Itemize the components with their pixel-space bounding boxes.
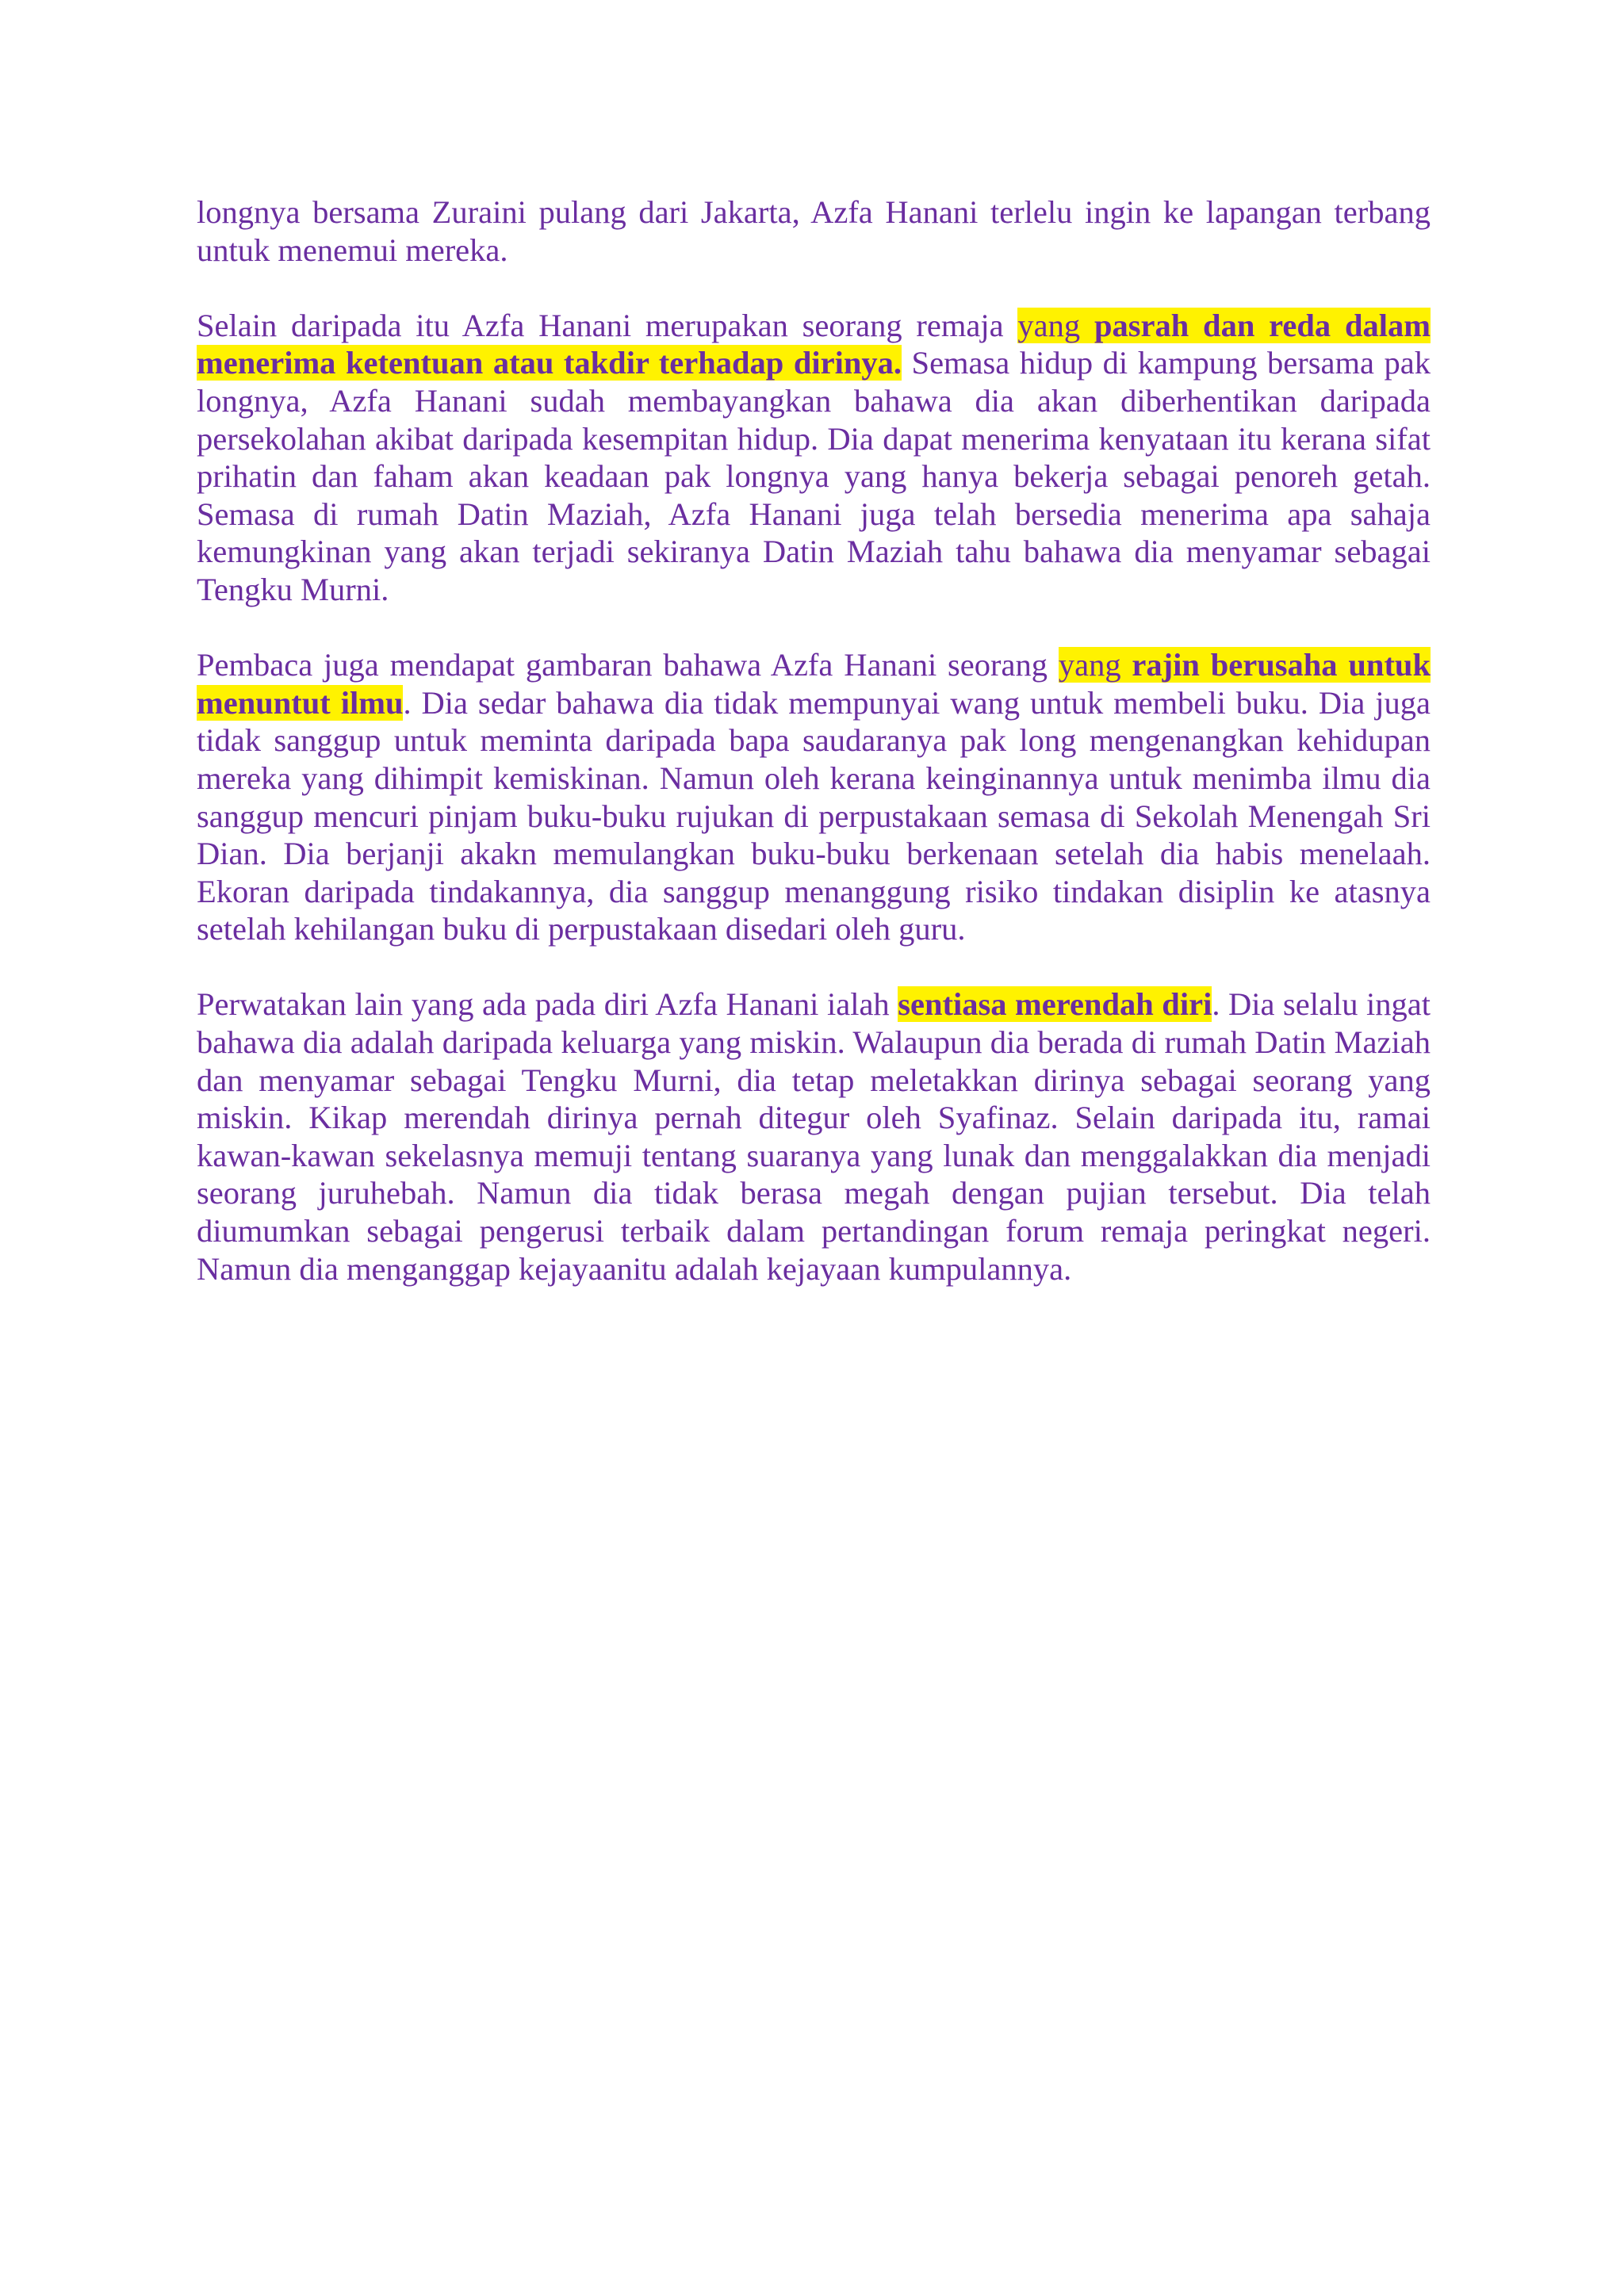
paragraph-2-highlight: yang (1017, 307, 1094, 343)
paragraph-4 (197, 985, 1431, 1288)
paragraph-3-highlight: yang (1058, 647, 1132, 683)
paragraph-2-highlight-bold: pasrah dan reda dalam menerima ketentuan atau takdir terhadap dirinya. (197, 307, 1431, 381)
paragraph-1 (197, 193, 1431, 269)
paragraph-3 (197, 646, 1431, 948)
paragraph-3-text-intro: Pembaca juga mendapat gambaran bahawa Azfa Hanani seorang (197, 647, 1059, 683)
paragraph-4-text-intro: Perwatakan lain yang ada pada diri Azfa Hanani ialah (197, 986, 898, 1023)
paragraph-2-text-body: Semasa hidup di kampung bersama pak longnya, Azfa Hanani sudah membayangkan bahawa dia akan diberhentikan daripada persekolahan akibat daripada kesempitan hidup. Dia dapat menerima kenyataan itu kerana sifat prihatin dan faham akan keadaan pak longnya yang hanya bekerja sebagai penoreh getah. Semasa di rumah Datin Maziah, Azfa Hanani juga telah bersedia menerima apa sahaja kemungkinan yang akan terjadi sekiranya Datin Maziah tahu bahawa dia menyamar sebagai Tengku Murni. (197, 345, 1431, 607)
paragraph-2-text-intro: Selain daripada itu Azfa Hanani merupakan seorang remaja (197, 307, 1018, 343)
paragraph-3-highlight-bold: rajin berusaha untuk menuntut ilmu (197, 647, 1431, 721)
paragraph-2 (197, 307, 1431, 609)
paragraph-4-text-body: . Dia selalu ingat bahawa dia adalah daripada keluarga yang miskin. Walaupun dia berada di rumah Datin Maziah dan menyamar sebagai Tengku Murni, dia tetap meletakkan dirinya sebagai seorang yang miskin. Kikap merendah dirinya pernah ditegur oleh Syafinaz. Selain daripada itu, ramai kawan-kawan sekelasnya memuji tentang suaranya yang lunak dan menggalakkan dia menjadi seorang juruhebah. Namun dia tidak berasa megah dengan pujian tersebut. Dia telah diumumkan sebagai pengerusi terbaik dalam pertandingan forum remaja peringkat negeri. Namun dia menganggap kejayaanitu adalah kejayaan kumpulannya. (197, 986, 1431, 1287)
document-body (197, 193, 1431, 1326)
paragraph-4-highlight-bold: sentiasa merendah diri (898, 986, 1212, 1023)
paragraph-3-text-body: . Dia sedar bahawa dia tidak mempunyai wang untuk membeli buku. Dia juga tidak sanggup untuk meminta daripada bapa saudaranya pak long mengenangkan kehidupan mereka yang dihimpit kemiskinan. Namun oleh kerana keinginannya untuk menimba ilmu dia sanggup mencuri pinjam buku-buku rujukan di perpustakaan semasa di Sekolah Menengah Sri Dian. Dia berjanji akakn memulangkan buku-buku berkenaan setelah dia habis menelaah. Ekoran daripada tindakannya, dia sanggup menanggung risiko tindakan disiplin ke atasnya setelah kehilangan buku di perpustakaan disedari oleh guru. (197, 684, 1431, 947)
paragraph-1-text: longnya bersama Zuraini pulang dari Jakarta, Azfa Hanani terlelu ingin ke lapangan terbang untuk menemui mereka. (197, 194, 1431, 268)
